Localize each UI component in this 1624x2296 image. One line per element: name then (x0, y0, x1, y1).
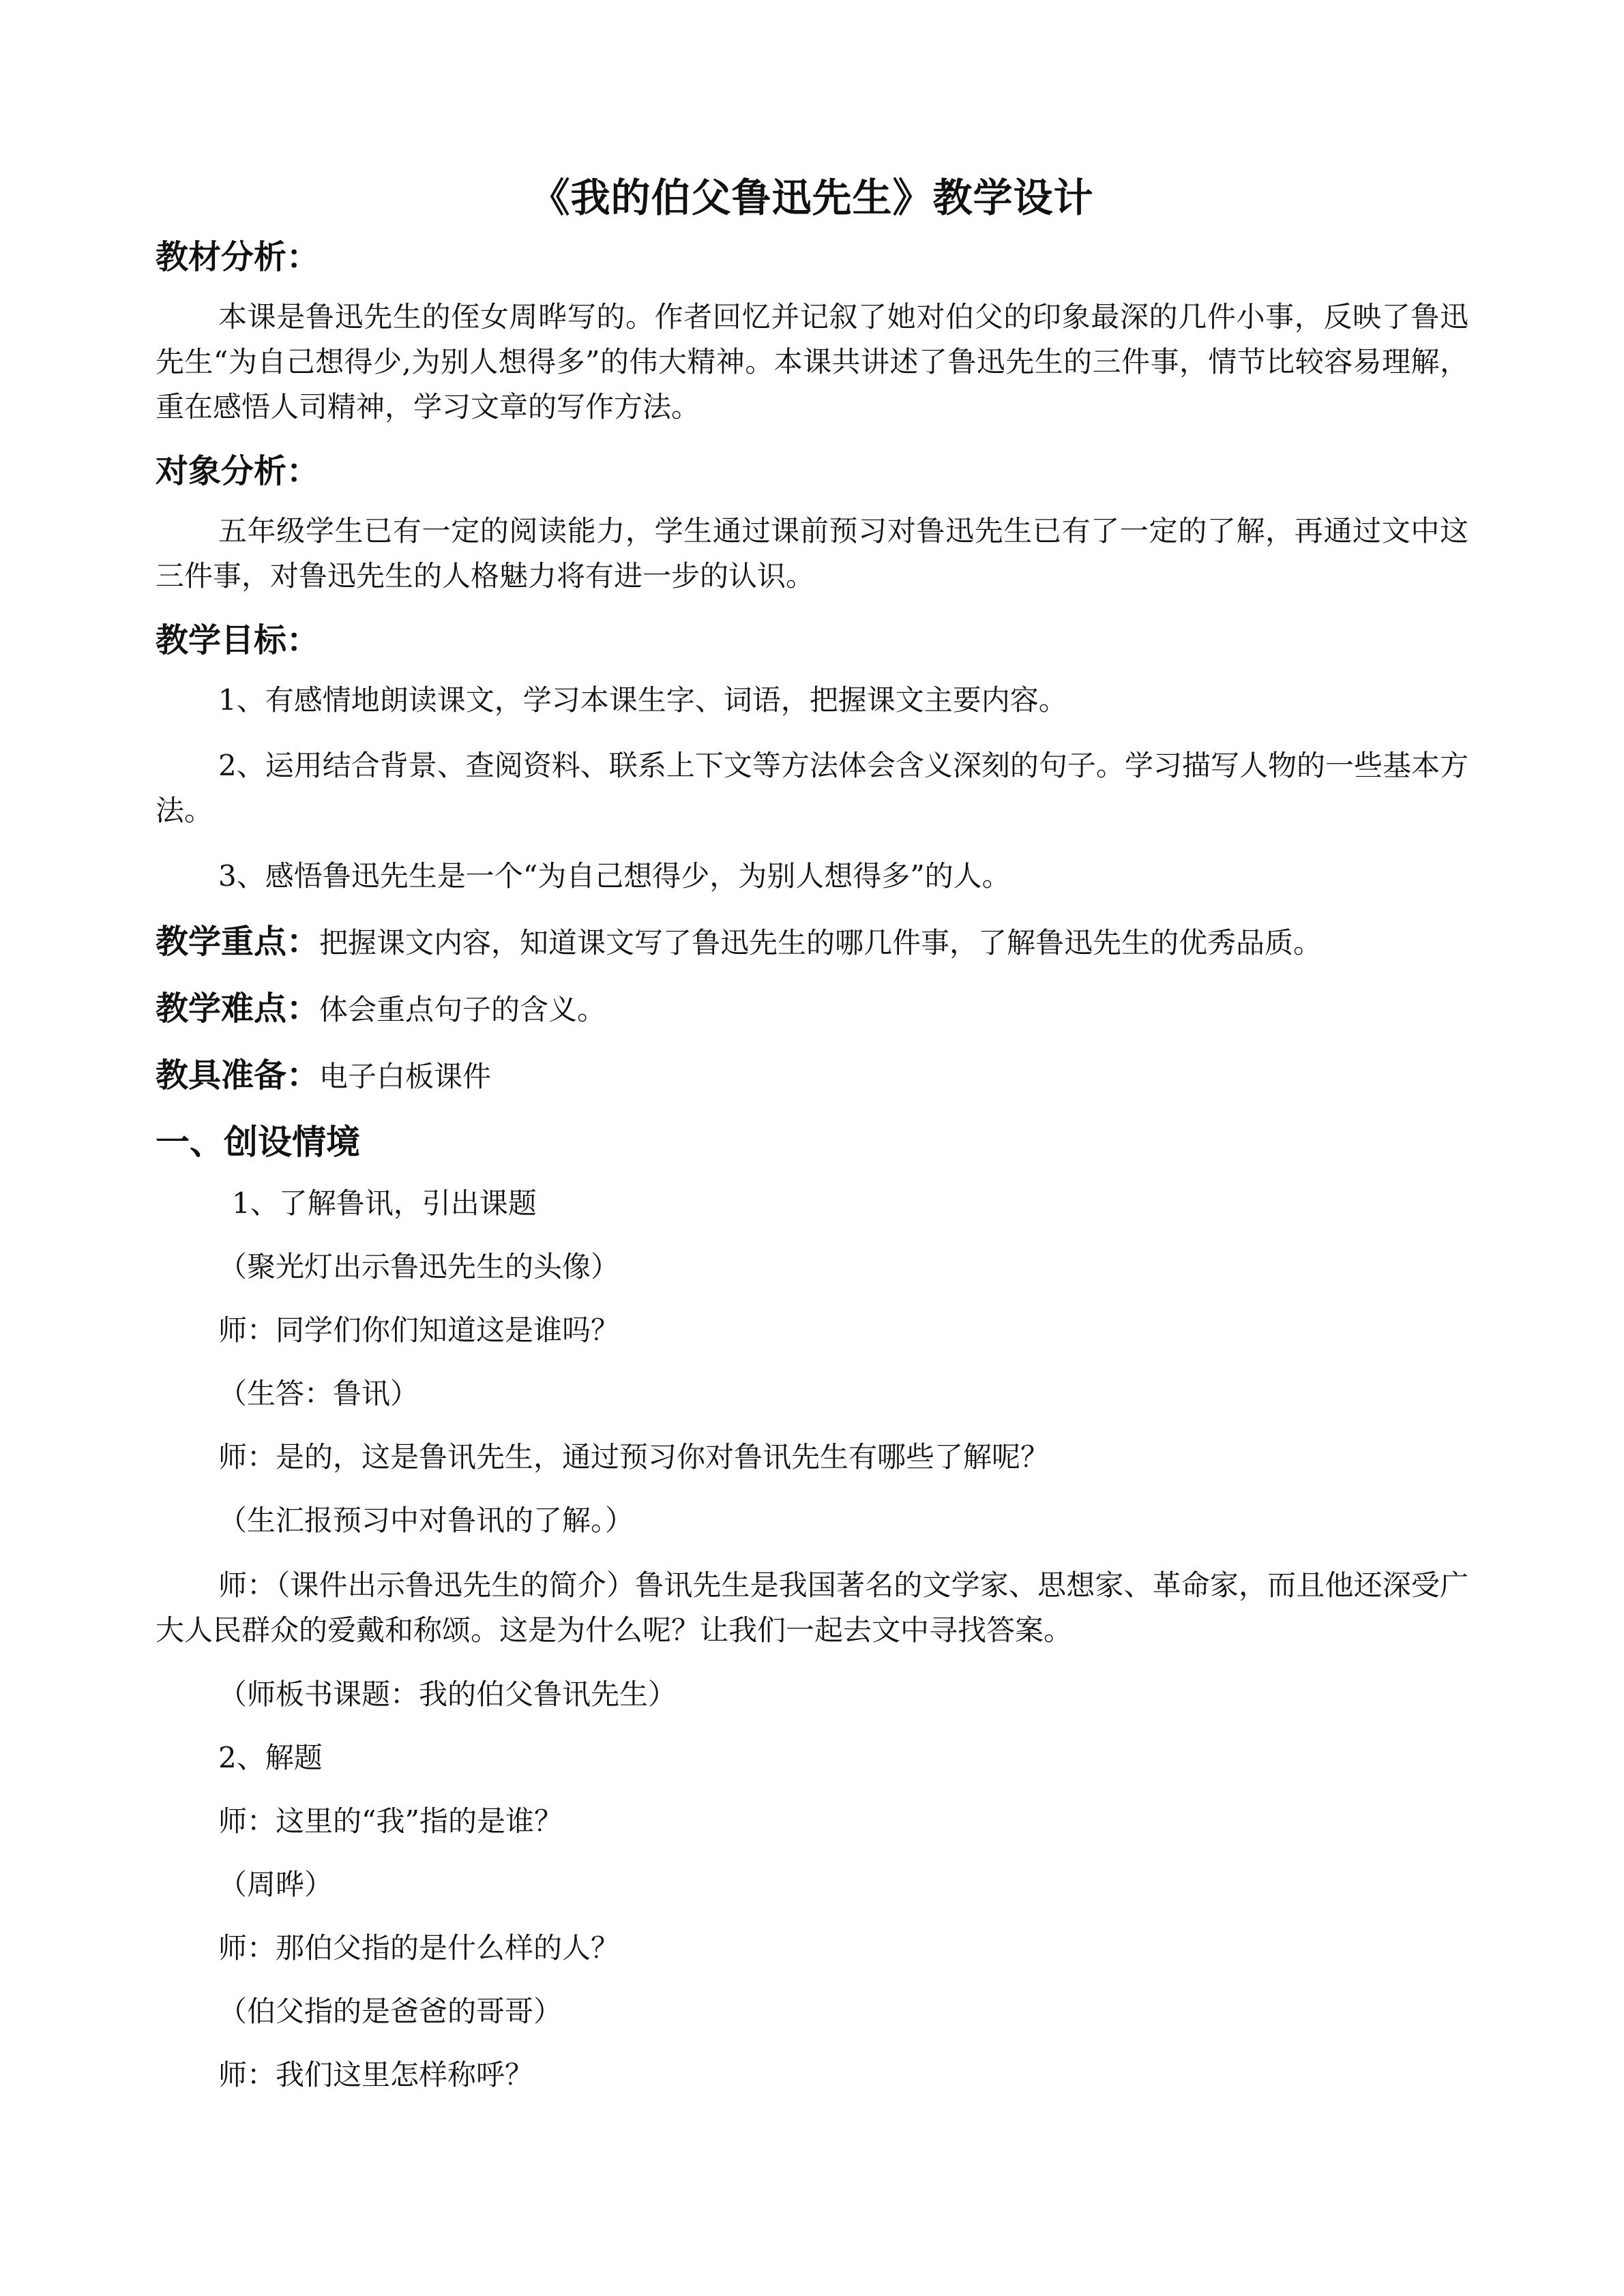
lesson-line: （生答：鲁讯） (218, 1377, 419, 1410)
audience-analysis-heading: 对象分析： (156, 452, 320, 490)
lesson-line: 师：那伯父指的是什么样的人？ (218, 1931, 620, 1965)
teaching-goals-heading: 教学目标： (156, 621, 320, 659)
audience-analysis-text: 五年级学生已有一定的阅读能力，学生通过课前预习对鲁迅先生已有了一定的了解，再通过文中这三件事，对鲁迅先生的人格魅力将有进一步的认识。 (156, 514, 1468, 593)
part-one-title: 一、创设情境 (156, 1122, 360, 1162)
lesson-line: （伯父指的是爸爸的哥哥） (218, 1995, 563, 2028)
lesson-line: （生汇报预习中对鲁讯的了解。） (218, 1504, 634, 1537)
difficulties-label: 教学难点： (156, 989, 320, 1028)
teaching-goal-item: 1、有感情地朗读课文，学习本课生字、词语，把握课文主要内容。 (218, 683, 1067, 717)
difficulties-row (156, 986, 1468, 1032)
key-points-text: 把握课文内容，知道课文写了鲁迅先生的哪几件事，了解鲁迅先生的优秀品质。 (319, 926, 1323, 959)
lesson-intro-paragraph: 师：（课件出示鲁迅先生的简介）鲁讯先生是我国著名的文学家、思想家、革命家，而且他还深受广大人民群众的爱戴和称颂。这是为什么呢？让我们一起去文中寻找答案。 (156, 1568, 1468, 1647)
tools-label: 教具准备： (156, 1056, 320, 1094)
lesson-line: 师：同学们你们知道这是谁吗？ (218, 1313, 620, 1347)
lesson-line: 师：这里的“我”指的是谁？ (218, 1804, 563, 1838)
lesson-line: （聚光灯出示鲁迅先生的头像） (218, 1250, 620, 1283)
document-title: 《我的伯父鲁迅先生》教学设计 (530, 175, 1094, 221)
lesson-line: （周晔） (218, 1868, 334, 1901)
tools-row (156, 1053, 1468, 1099)
difficulties-text: 体会重点句子的含义。 (319, 993, 606, 1026)
lesson-line: 1、了解鲁讯，引出课题 (232, 1187, 537, 1220)
tools-text: 电子白板课件 (319, 1060, 492, 1093)
teaching-goal-item: 3、感悟鲁迅先生是一个“为自己想得少，为别人想得多”的人。 (218, 859, 1011, 893)
material-analysis-heading: 教材分析： (156, 238, 320, 276)
key-points-label: 教学重点： (156, 923, 320, 961)
key-points-row (156, 919, 1468, 966)
lesson-line: 2、解题 (218, 1741, 323, 1774)
document-page (156, 170, 1468, 2117)
material-analysis-text: 本课是鲁迅先生的侄女周晔写的。作者回忆并记叙了她对伯父的印象最深的几件小事，反映了鲁迅先生“为自己想得少,为别人想得多”的伟大精神。本课共讲述了鲁迅先生的三件事，情节比较容易理解，重在感悟人司精神，学习文章的写作方法。 (156, 300, 1468, 423)
teaching-goal-item: 2、运用结合背景、查阅资料、联系上下文等方法体会含义深刻的句子。学习描写人物的一些基本方法。 (156, 749, 1468, 827)
lesson-line: （师板书课题：我的伯父鲁讯先生） (218, 1678, 677, 1711)
lesson-line: 师：是的，这是鲁讯先生，通过预习你对鲁讯先生有哪些了解呢？ (218, 1440, 1050, 1474)
lesson-line: 师：我们这里怎样称呼？ (218, 2058, 534, 2091)
